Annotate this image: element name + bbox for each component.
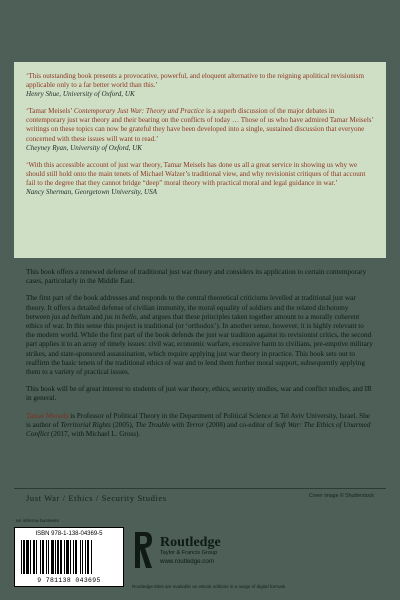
bio-book-title: Soft War: The Ethics of Unarmed Conflict: [26, 420, 371, 439]
isbn-number: ISBN 978-1-138-04369-5: [35, 531, 103, 537]
bio-book-title: Territorial Rights: [60, 420, 111, 429]
barcode-digits: 9 781138 043695: [37, 577, 101, 584]
description-paragraph: This book will be of great interest to students of just war theory, ethics, security studies, war and conflict studies, and IR in general.: [26, 385, 372, 403]
endorsement-3: [26, 161, 374, 197]
endorsement-book-title: Contemporary Just War: Theory and Practice: [73, 107, 205, 116]
endorsement-attribution: Henry Shue, University of Oxford, UK: [26, 90, 135, 99]
description-text: The first part of the book addresses and responds to the central theoretical criticisms levelled at traditional just war theory. It offers a detailed defense of civilian immunity, the moral equality of soldiers and the related dichotomy between: [26, 294, 356, 321]
endorsement-text: is a superb discussion of the major debates in contemporary just war theory and their bearing on the conflicts of today … Those of us who have admired Tamar Meisels’ writings on these topics can now be grateful they have been developed into a single, sustained discussion that everyone concerned with these issues will want to read.’: [26, 107, 374, 143]
publisher-group: Taylor & Francis Group: [160, 549, 218, 556]
bio-text: is Professor of Political Theory in the Department of Political Science at Tel Aviv University, Israel. She is author of: [26, 411, 370, 429]
endorsement-attribution: Cheyney Ryan, University of Oxford, UK: [26, 143, 143, 152]
barcode-icon: [21, 540, 117, 574]
informa-tagline: an informa business: [16, 519, 59, 524]
endorsement-2: [26, 107, 374, 152]
endorsement-text: ‘With this accessible account of just war theory, Tamar Meisels has done us all a great service in showing us why we should still hold onto the main tenets of Michael Walzer’s traditional view, and why revisionist critiques of that account fail to the degree that they cannot bridge “deep” moral theory with practical moral and legal guidance in war.’: [26, 160, 366, 187]
endorsement-1: [26, 72, 374, 99]
isbn-barcode: [14, 527, 124, 587]
bio-text: (2005),: [110, 420, 136, 429]
endorsement-attribution: Nancy Sherman, Georgetown University, USA: [26, 188, 157, 197]
term-jus-ad-bellum: jus ad bellum: [51, 312, 91, 321]
publisher-logo: [132, 530, 221, 570]
term-jus-in-bello: jus in bello: [104, 312, 137, 321]
author-bio: [26, 412, 374, 440]
book-description: [14, 258, 386, 447]
publisher-name: Routledge: [160, 534, 221, 550]
description-paragraph: This book offers a renewed defense of traditional just war theory and considers its application to certain contemporary cases, particularly in the Middle East.: [26, 268, 367, 286]
cover-image-credit: Cover image © Shutterstock: [309, 493, 374, 499]
description-text: and: [90, 312, 105, 321]
bio-book-title: The Trouble with Terror: [135, 420, 205, 429]
endorsements-panel: [14, 62, 386, 258]
subject-categories: Just War / Ethics / Security Studies: [14, 488, 386, 510]
endorsement-text: ‘Tamar Meisels’: [26, 107, 74, 116]
publisher-url[interactable]: www.routledge.com: [160, 557, 214, 565]
routledge-r-icon: [132, 530, 154, 570]
endorsement-text: ‘This outstanding book presents a provocative, powerful, and eloquent alternative to the reigning apolitical revisionism applicable only to a far better world than this.’: [26, 72, 365, 90]
top-color-band: [0, 0, 400, 62]
description-text: , and argues that these principles taken together amount to a morally coherent ethics of war. In this sense this project is traditional (or ‘orthodox’). In another sense, however, it is highly relevant to the modern world. While the first part of the book defends the just war tradition against its revisionist critics, the second part applies it to an array of timely issues: civil war, economic warfare, excessive harm to civilians, pre-emptive military strikes, and state-sponsored assassination, which require applying just war theory in practice. This book sets out to reaffirm the basic tenets of the traditional ethics of war and to lend them further moral support, subsequently applying them to a variety of practical issues.: [26, 312, 373, 377]
ebook-note: Routledge titles are available as eBook editions in a range of digital formats: [132, 584, 286, 589]
description-paragraph: [26, 294, 374, 377]
bio-text: (2008) and co-editor of: [204, 420, 275, 429]
author-name: Tamar Meisels: [26, 411, 69, 420]
bio-text: (2017, with Michael L. Gross).: [49, 430, 141, 439]
